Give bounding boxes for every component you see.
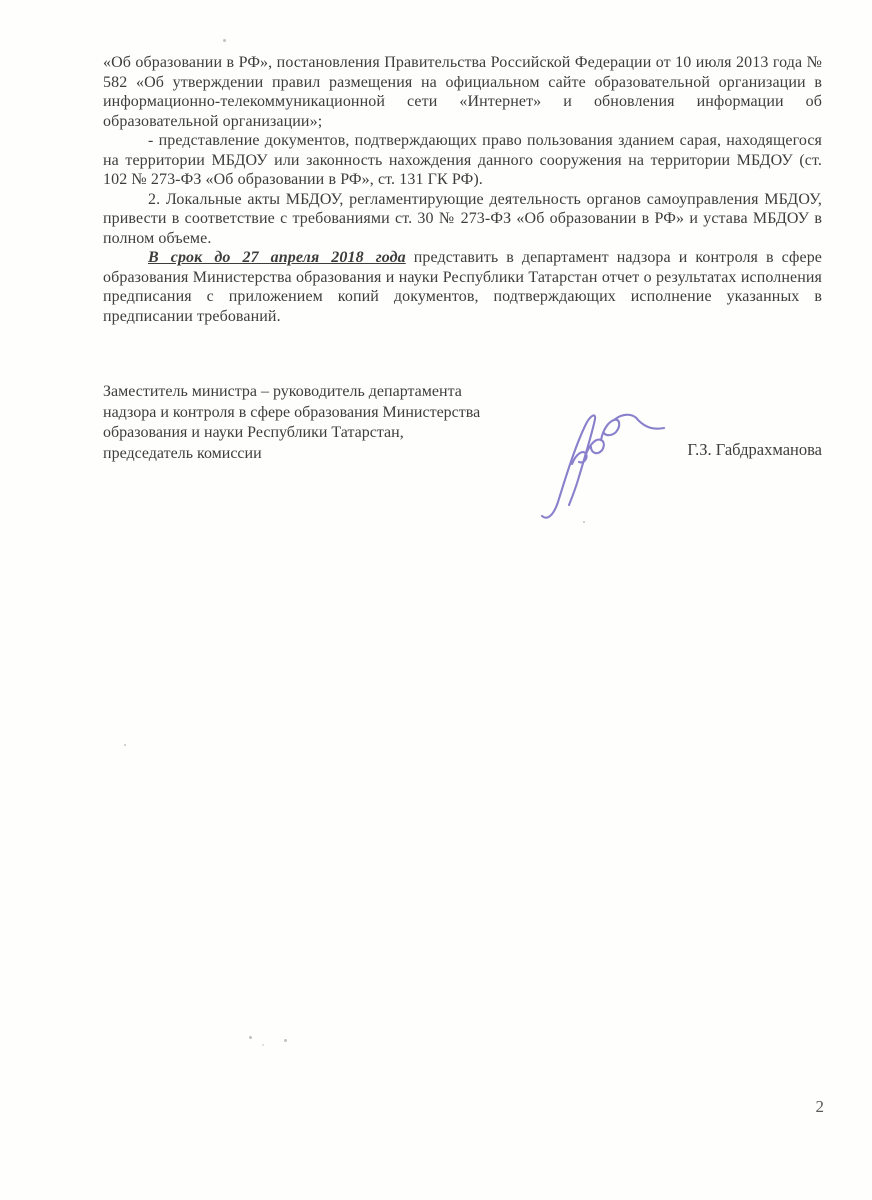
scan-speck bbox=[583, 521, 585, 523]
signer-title-line: Заместитель министра – руководитель департамента bbox=[103, 383, 462, 400]
signer-title-line: образования и науки Республики Татарстан, bbox=[103, 424, 404, 441]
scan-speck bbox=[249, 1036, 252, 1039]
paragraph-law-reference: «Об образовании в РФ», постановления Правительства Российской Федерации от 10 июля 2013 года № 582 «Об утверждении правил размещения на официальном сайте образовательной организации в информационно-телекоммуникационной сети «Интернет» и обновления информации об образовательной организации»; bbox=[103, 54, 822, 130]
deadline-instructions: представить в департамент надзора и контроля в сфере образования Министерства образования и науки Республики Татарстан отчет о результатах исполнения предписания с приложением копий документов, подтверждающих исполнение указанных в предписании требований. bbox=[103, 249, 822, 325]
signer-title-line: надзора и контроля в сфере образования Министерства bbox=[103, 403, 481, 421]
scan-speck bbox=[223, 39, 226, 42]
scan-speck bbox=[262, 1044, 264, 1046]
page-number: 2 bbox=[815, 1097, 824, 1116]
handwritten-signature bbox=[536, 402, 673, 524]
scan-speck bbox=[284, 1039, 287, 1042]
signature-ink-icon bbox=[536, 402, 673, 524]
deadline-date-phrase: В срок до 27 апреля 2018 года bbox=[148, 249, 406, 266]
signer-name: Г.З. Габдрахманова bbox=[687, 440, 822, 459]
signer-title bbox=[103, 382, 543, 464]
paragraph-shed-documents: - представление документов, подтверждающих право пользования зданием сарая, находящегося на территории МБДОУ или законность нахождения данного сооружения на территории МБДОУ (ст. 102 № 273-ФЗ «Об образовании в РФ», ст. 131 ГК РФ). bbox=[103, 132, 822, 188]
signer-title-line: председатель комиссии bbox=[103, 444, 262, 462]
scan-speck bbox=[124, 744, 126, 746]
paragraph-deadline bbox=[103, 248, 822, 326]
document-body-text bbox=[103, 53, 822, 326]
signature-block bbox=[103, 382, 822, 532]
paragraph-local-acts: 2. Локальные акты МБДОУ, регламентирующие деятельность органов самоуправления МБДОУ, привести в соответствие с требованиями ст. 30 № 273-ФЗ «Об образовании в РФ» и устава МБДОУ в полном объеме. bbox=[103, 190, 822, 247]
